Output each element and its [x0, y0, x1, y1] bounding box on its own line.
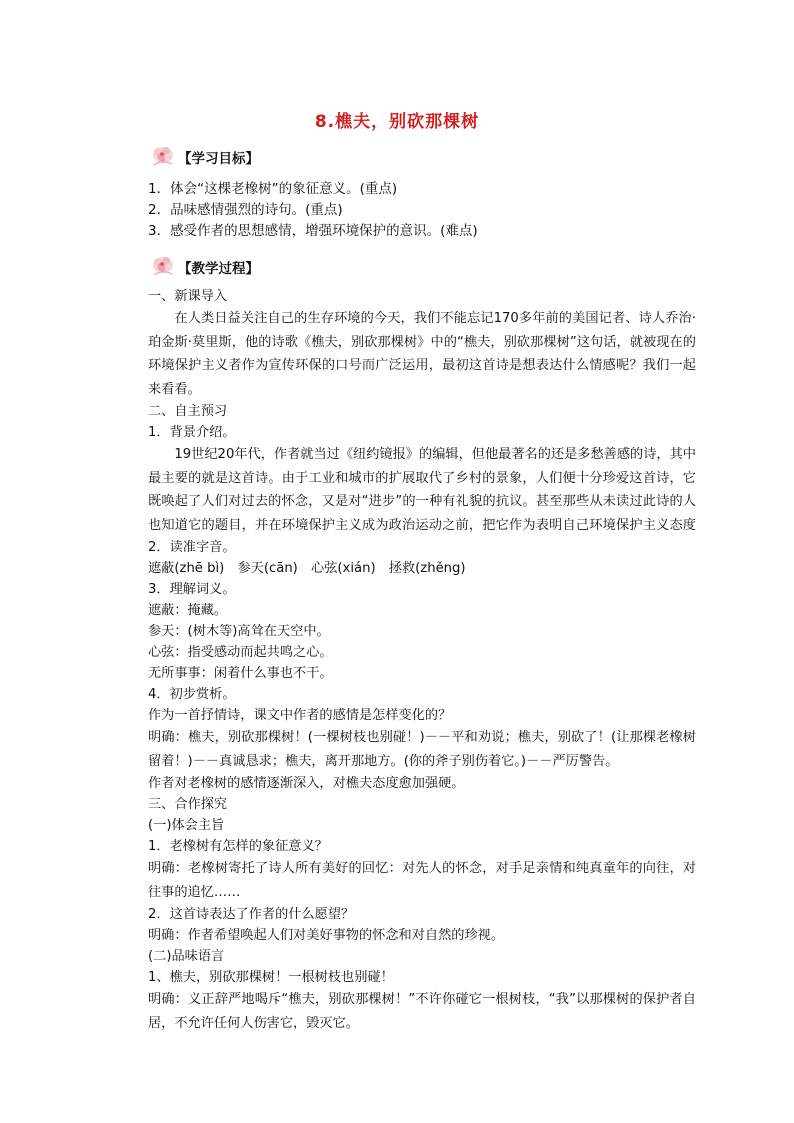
- answer-paragraph: 明确：义正辞严地喝斥“樵夫，别砍那棵树！”不许你碰它一根树枝，“我”以那棵树的保护者自居，不允许任何人伤害它，毁灭它。: [148, 992, 696, 1031]
- summary-line: 作者对老橡树的感情逐渐深入，对樵夫态度愈加强硬。: [148, 776, 465, 791]
- subsection-title: 2．读准字音。: [148, 540, 236, 555]
- learning-goals-label: 【学习目标】: [178, 151, 259, 167]
- teaching-process-label: 【教学过程】: [178, 261, 259, 277]
- teaching-process-heading: [150, 255, 259, 279]
- definition-line: 心弦：指受感动而起共鸣之心。: [148, 645, 333, 660]
- flower-icon: [150, 255, 176, 279]
- learning-goals-heading: [150, 145, 259, 169]
- subsection-title: 3．理解词义。: [148, 582, 236, 597]
- goal-item: 1．体会“这棵老橡树”的象征意义。(重点): [148, 181, 398, 197]
- question-line: 作为一首抒情诗，课文中作者的感情是怎样变化的？: [148, 708, 452, 723]
- flower-icon: [150, 145, 176, 169]
- answer-paragraph: 明确：樵夫，别砍那棵树！(一棵树枝也别碰！)－－平和劝说；樵夫，别砍了！(让那棵老橡树留着！)－－真诚恳求；樵夫，离开那地方。(你的斧子别伤着它。)－－严厉警告。: [148, 730, 696, 769]
- answer-paragraph: 明确：老橡树寄托了诗人所有美好的回忆：对先人的怀念，对手足亲情和纯真童年的向往，对往事的追忆……: [148, 861, 696, 900]
- subsection-title: 1．背景介绍。: [148, 425, 236, 440]
- learning-goals-list: [148, 179, 696, 242]
- definition-line: 参天：(树木等)高耸在天空中。: [148, 624, 330, 639]
- goal-item: 2．品味感情强烈的诗句。(重点): [148, 202, 343, 218]
- definition-line: 无所事事：闲着什么事也不干。: [148, 666, 333, 681]
- section-title: 二、自主预习: [148, 404, 228, 419]
- subsection-title: (一)体会主旨: [148, 818, 225, 833]
- question-line: 2．这首诗表达了作者的什么愿望？: [148, 907, 355, 922]
- subsection-title: (二)品味语言: [148, 949, 225, 964]
- section-title: 一、新课导入: [148, 289, 228, 304]
- pronunciation-line: 遮蔽(zhē bì) 参天(cān) 心弦(xián) 拯救(zhěng): [148, 561, 466, 576]
- answer-line: 明确：作者希望唤起人们对美好事物的怀念和对自然的珍视。: [148, 928, 505, 943]
- definition-line: 遮蔽：掩藏。: [148, 603, 228, 618]
- quote-line: 1、樵夫，别砍那棵树！一根树枝也别碰！: [148, 970, 394, 985]
- goal-item: 3．感受作者的思想感情，增强环境保护的意识。(难点): [148, 223, 478, 239]
- section-title: 三、合作探究: [148, 797, 228, 812]
- background-paragraph: 19世纪20年代，作者就当过《纽约镜报》的编辑，但他最著名的还是多愁善感的诗，其中最主要的就是这首诗。由于工业和城市的扩展取代了乡村的景象，人们便十分珍爱这首诗，它既唤起了人们对过去的怀念，又是对“进步”的一种有礼貌的抗议。甚至那些从未读过此诗的人也知道它的题目，并在环境保护主义成为政治运动之前，把它作为表明自己环境保护主义态度: [148, 447, 696, 533]
- lesson-title: 8.樵夫，别砍那棵树: [314, 112, 480, 132]
- subsection-title: 4．初步赏析。: [148, 687, 236, 702]
- question-line: 1．老橡树有怎样的象征意义？: [148, 839, 328, 854]
- teaching-process-body: [148, 286, 696, 1035]
- intro-paragraph: 在人类日益关注自己的生存环境的今天，我们不能忘记170多年前的美国记者、诗人乔治·珀金斯·莫里斯，他的诗歌《樵夫，别砍那棵树》中的“樵夫，别砍那棵树”这句话，就被现在的环境保护主义者作为宣传环保的口号而广泛运用，最初这首诗是想表达什么情感呢？我们一起来看看。: [148, 311, 696, 397]
